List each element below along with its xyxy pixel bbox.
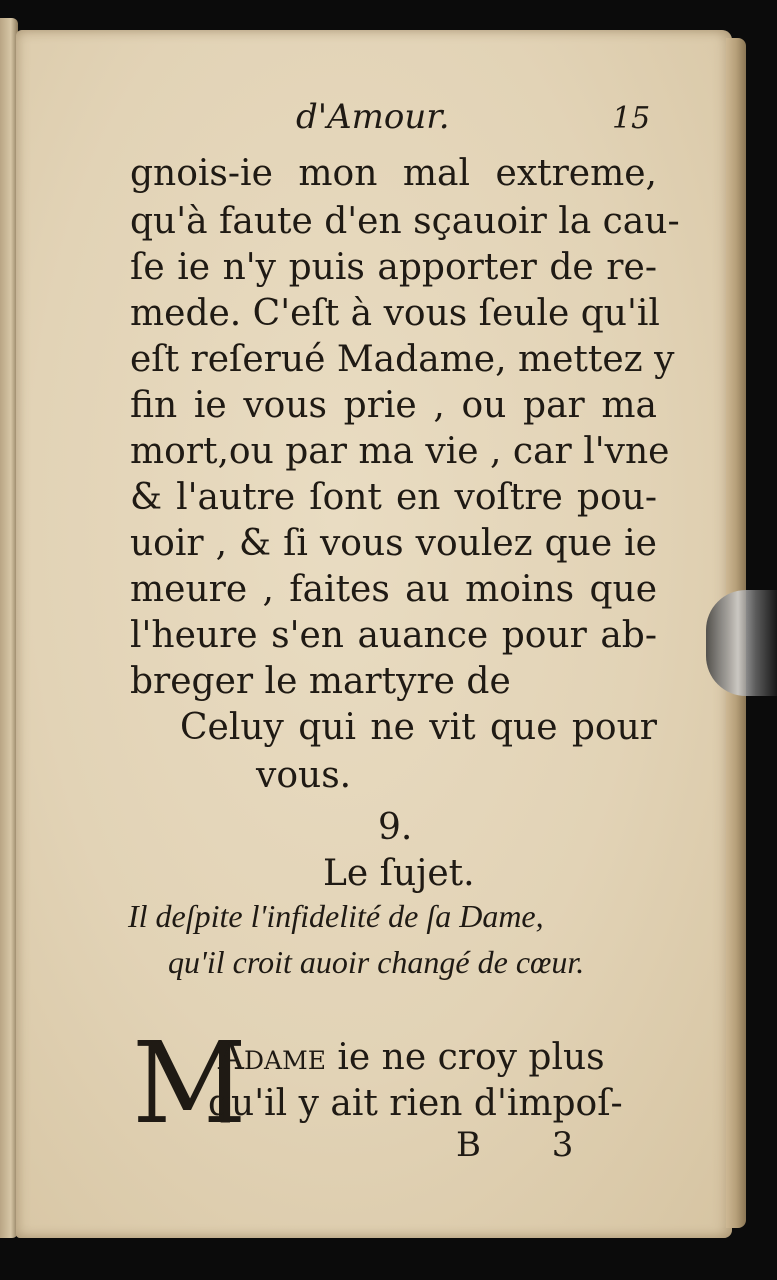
drop-cap: M	[132, 1019, 247, 1149]
signature-mark: B 3	[456, 1125, 604, 1165]
body-line: mort,ou par ma vie , car l'vne	[130, 431, 670, 472]
body-line: eſt reſerué Madame, mettez y	[130, 339, 675, 380]
body-line: meure , faites au moins que	[130, 569, 657, 610]
body-line: gnois-ie mon mal extreme,	[130, 153, 657, 194]
body-line: & l'autre ſont en voſtre pou-	[130, 477, 657, 518]
subject-line: qu'il croit auoir changé de cœur.	[168, 944, 585, 980]
letter-first-line	[218, 1037, 605, 1078]
body-line: uoir , & ſi vous voulez que ie	[130, 523, 657, 564]
body-line: l'heure s'en auance pour ab-	[130, 615, 657, 656]
body-line: fin ie vous prie , ou par ma	[130, 385, 657, 426]
subject-line: Il deſpite l'infidelité de ſa Dame,	[128, 898, 544, 934]
running-title: d'Amour.	[296, 97, 450, 137]
body-line: breger le martyre de	[130, 661, 511, 702]
page-number: 15	[612, 101, 651, 136]
page-clip	[706, 590, 777, 696]
body-line: mede. C'eſt à vous ſeule qu'il	[130, 293, 660, 334]
subject-heading: Le ſujet.	[323, 853, 475, 894]
signature-line: Celuy qui ne vit que pour	[180, 707, 657, 748]
letter-second-line: qu'il y ait rien d'impoſ-	[208, 1083, 623, 1124]
body-line: qu'à faute d'en sçauoir la cau-	[130, 201, 680, 242]
letter-number: 9.	[378, 807, 413, 848]
signature-line: vous.	[256, 755, 352, 796]
body-line: ſe ie n'y puis apporter de re-	[130, 247, 657, 288]
letter-first-line-text: ie ne croy plus	[325, 1037, 605, 1078]
small-caps-word: Adame	[218, 1037, 326, 1078]
